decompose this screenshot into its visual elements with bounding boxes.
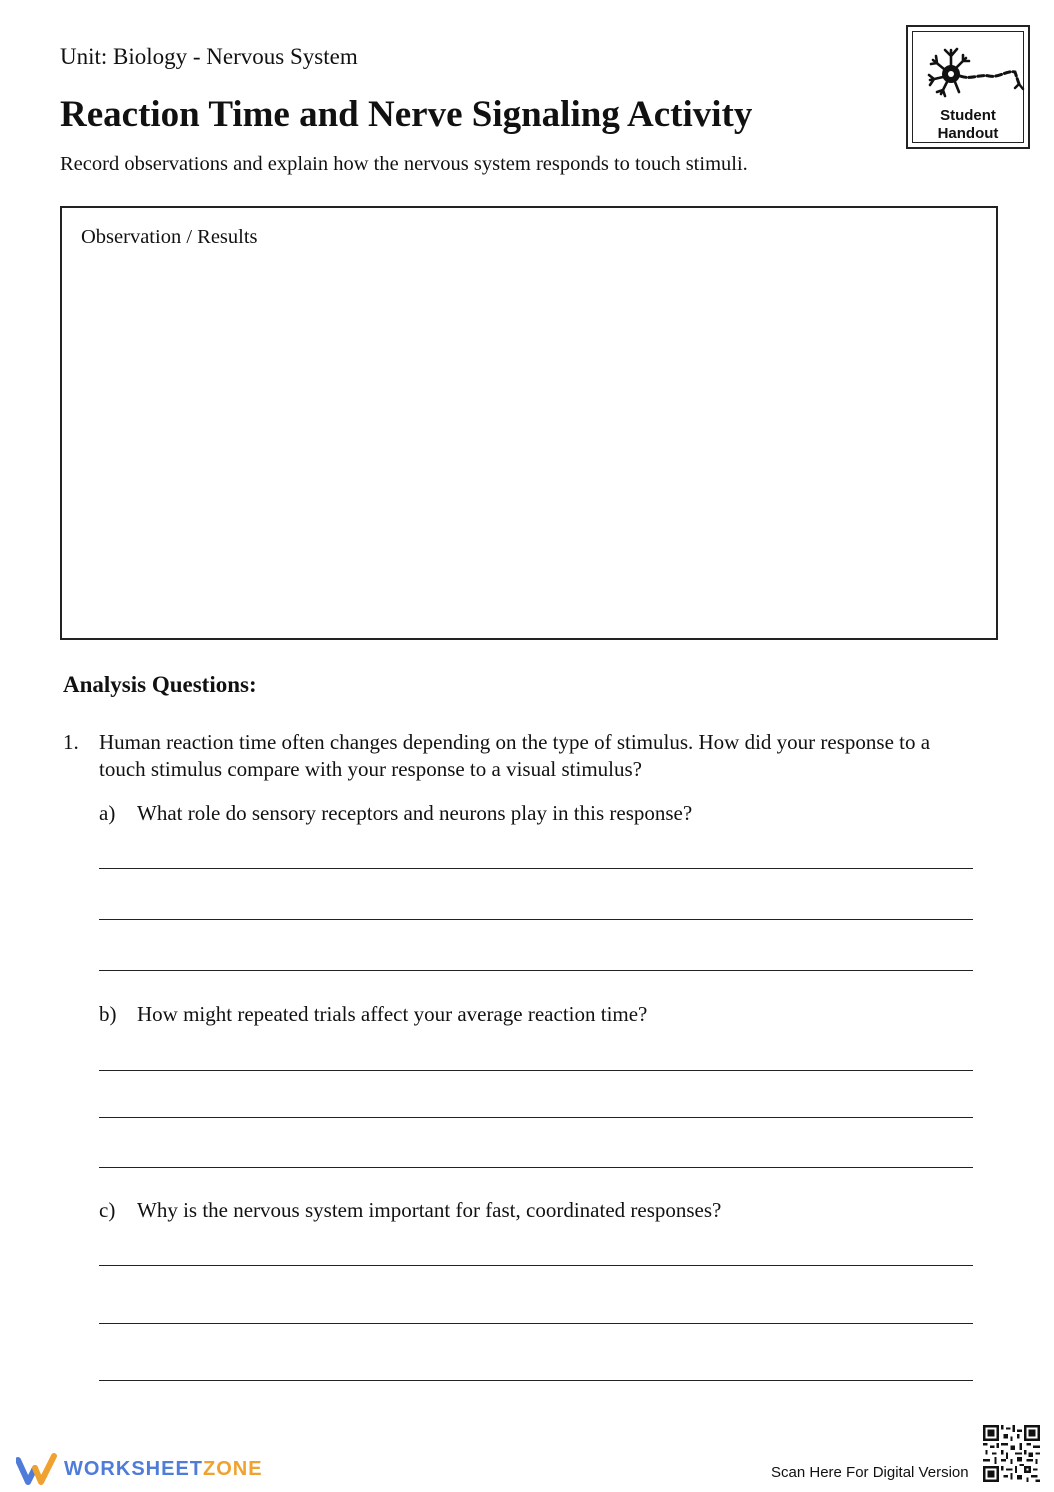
answer-line-b2[interactable]	[99, 1117, 973, 1118]
subquestion-b-text: How might repeated trials affect your average reaction time?	[137, 1002, 648, 1026]
answer-line-c1[interactable]	[99, 1265, 973, 1266]
subquestion-a-letter: a)	[99, 801, 116, 825]
page-title: Reaction Time and Nerve Signaling Activity	[60, 94, 753, 135]
answer-line-a1[interactable]	[99, 868, 973, 869]
scan-text: Scan Here For Digital Version	[771, 1464, 969, 1481]
logo-text-part2: ZONE	[203, 1457, 263, 1480]
badge-text-line2: Handout	[937, 125, 999, 142]
unit-label: Unit: Biology - Nervous System	[60, 44, 358, 69]
answer-line-a3[interactable]	[99, 970, 973, 971]
answer-line-c3[interactable]	[99, 1380, 973, 1381]
question-text: Human reaction time often changes depending on the type of stimulus. How did your response to a touch stimulus compare with your response to a visual stimulus?	[99, 730, 931, 781]
answer-line-b3[interactable]	[99, 1167, 973, 1168]
subquestion-c-text: Why is the nervous system important for fast, coordinated responses?	[137, 1198, 722, 1222]
analysis-heading: Analysis Questions:	[63, 672, 257, 697]
neuron-icon	[923, 44, 1027, 102]
badge-inner-border	[912, 31, 1024, 143]
worksheetzone-logo-icon	[16, 1452, 58, 1486]
subquestion-c-letter: c)	[99, 1198, 116, 1222]
student-handout-badge	[906, 25, 1030, 149]
worksheetzone-logo[interactable]	[16, 1452, 263, 1486]
answer-line-a2[interactable]	[99, 919, 973, 920]
answer-line-c2[interactable]	[99, 1323, 973, 1324]
qr-code-icon[interactable]	[983, 1425, 1040, 1482]
badge-text	[913, 107, 1023, 143]
badge-text-line1: Student	[940, 107, 996, 124]
subquestion-b-letter: b)	[99, 1002, 117, 1026]
worksheetzone-logo-text	[64, 1458, 263, 1481]
observation-box[interactable]	[60, 206, 998, 640]
question-number: 1.	[63, 730, 79, 754]
logo-text-part1: WORKSHEET	[64, 1457, 203, 1480]
answer-line-b1[interactable]	[99, 1070, 973, 1071]
subquestion-a-text: What role do sensory receptors and neurons play in this response?	[137, 801, 693, 825]
observation-label: Observation / Results	[81, 226, 258, 248]
page-subtitle: Record observations and explain how the nervous system responds to touch stimuli.	[60, 153, 748, 175]
